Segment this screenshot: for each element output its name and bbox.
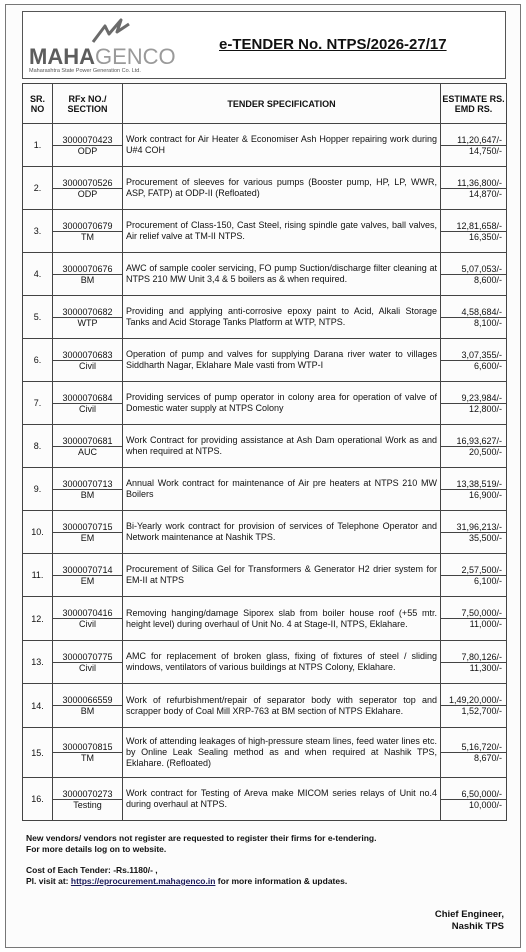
register-note: New vendors/ vendors not register are requested to register their firms for e-tendering.	[26, 833, 377, 843]
table-row	[23, 684, 507, 728]
rfx-number: 3000070526	[62, 177, 113, 188]
rfx-section-cell	[53, 468, 123, 511]
table-row	[23, 728, 507, 778]
rfx-section-cell	[53, 339, 123, 382]
rfx-number: 3000066559	[62, 695, 113, 705]
specification-cell: Procurement of sleeves for various pumps (Booster pump, HP, LP, WWR, ASP, FATP) at ODP-II (Refloated)	[123, 167, 441, 210]
specification-cell: Work Contract for providing assistance at Ash Dam operational Work as and when required at NTPS.	[123, 425, 441, 468]
amount-cell	[441, 124, 507, 167]
sr-no-cell: 16.	[23, 778, 53, 821]
table-row	[23, 167, 507, 210]
estimate-amount: 2,57,500/-	[461, 564, 502, 575]
estimate-amount: 7,80,126/-	[461, 651, 502, 662]
amount-cell	[441, 597, 507, 641]
section-name: Testing	[53, 799, 122, 810]
amount-cell	[441, 728, 507, 778]
amount-cell	[441, 167, 507, 210]
emd-amount: 8,670/-	[441, 752, 506, 763]
visit-note	[26, 876, 506, 887]
specification-cell: Work of attending leakages of high-pressure steam lines, feed water lines etc. by Online Leak Sealing method as and when required at Nashik TPS, Eklahare. (Refloated)	[123, 728, 441, 778]
emd-amount: 6,100/-	[441, 575, 506, 586]
section-name: ODP	[53, 188, 122, 199]
rfx-section-cell	[53, 597, 123, 641]
rfx-section-cell	[53, 425, 123, 468]
tender-notice	[5, 4, 521, 948]
specification-cell: Bi-Yearly work contract for provision of services of Telephone Operator and Network maintenance at Nashik TPS.	[123, 511, 441, 554]
logo-lightning-icon	[91, 18, 131, 44]
amount-cell	[441, 296, 507, 339]
tender-table	[22, 83, 507, 821]
section-name: EM	[53, 532, 122, 543]
rfx-section-cell	[53, 167, 123, 210]
section-name: Civil	[53, 360, 122, 371]
emd-amount: 20,500/-	[441, 446, 506, 457]
rfx-number: 3000070681	[62, 435, 113, 446]
header-estimate-emd: ESTIMATE RS. EMD RS.	[441, 84, 507, 124]
amount-cell	[441, 210, 507, 253]
visit-prefix: Pl. visit at:	[26, 876, 69, 886]
emd-amount: 35,500/-	[441, 532, 506, 543]
section-name: AUC	[53, 446, 122, 457]
emd-amount: 14,870/-	[441, 188, 506, 199]
amount-cell	[441, 641, 507, 684]
rfx-number: 3000070684	[62, 392, 113, 403]
emd-amount: 8,600/-	[441, 274, 506, 285]
signatory-place: Nashik TPS	[451, 921, 504, 932]
header-rfx-section: RFx NO./ SECTION	[53, 84, 123, 124]
amount-cell	[441, 425, 507, 468]
emd-amount: 6,600/-	[441, 360, 506, 371]
specification-cell: Providing and applying anti-corrosive epoxy paint to Acid, Alkali Storage Tanks and Acid Storage Tanks Platform at WTP, NTPS.	[123, 296, 441, 339]
visit-suffix: for more information & updates.	[217, 876, 348, 886]
section-name: ODP	[53, 145, 122, 156]
rfx-section-cell	[53, 728, 123, 778]
sr-no-cell: 7.	[23, 382, 53, 425]
logo-wordmark: MAHAGENCO	[29, 44, 176, 69]
estimate-amount: 4,58,684/-	[461, 306, 502, 317]
amount-cell	[441, 253, 507, 296]
table-row	[23, 425, 507, 468]
estimate-amount: 9,23,984/-	[461, 392, 502, 403]
sr-no-cell: 13.	[23, 641, 53, 684]
amount-cell	[441, 684, 507, 728]
estimate-amount: 5,07,053/-	[461, 263, 502, 274]
specification-cell: Providing services of pump operator in colony area for operation of valve of Domestic water supply at NTPS Colony	[123, 382, 441, 425]
specification-cell: Operation of pump and valves for supplying Darana river water to villages Siddharth Nagar, Eklahare Male vasti from WTP-I	[123, 339, 441, 382]
header-sr-no: SR. NO	[23, 84, 53, 124]
emd-amount: 16,900/-	[441, 489, 506, 500]
sr-no-cell: 9.	[23, 468, 53, 511]
estimate-amount: 31,96,213/-	[456, 521, 502, 532]
sr-no-cell: 3.	[23, 210, 53, 253]
specification-cell: Procurement of Silica Gel for Transformers & Generator H2 drier system for EM-II at NTPS	[123, 554, 441, 597]
sr-no-cell: 10.	[23, 511, 53, 554]
table-row	[23, 210, 507, 253]
specification-cell: Annual Work contract for maintenance of Air pre heaters at NTPS 210 MW Boilers	[123, 468, 441, 511]
estimate-amount: 12,81,658/-	[456, 220, 502, 231]
emd-amount: 11,300/-	[441, 662, 506, 673]
emd-amount: 12,800/-	[441, 403, 506, 414]
sr-no-cell: 4.	[23, 253, 53, 296]
table-row	[23, 641, 507, 684]
tender-cost: Cost of Each Tender: -Rs.1180/- ,	[26, 865, 158, 875]
rfx-number: 3000070416	[62, 608, 113, 618]
rfx-number: 3000070679	[62, 220, 113, 231]
eprocurement-link[interactable]: https://eprocurement.mahagenco.in	[70, 876, 216, 886]
sr-no-cell: 1.	[23, 124, 53, 167]
rfx-section-cell	[53, 778, 123, 821]
rfx-number: 3000070714	[62, 564, 113, 575]
amount-cell	[441, 339, 507, 382]
rfx-number: 3000070715	[62, 521, 113, 532]
details-note: For more details log on to website.	[26, 844, 167, 854]
tender-rows	[23, 124, 507, 821]
estimate-amount: 11,20,647/-	[457, 134, 502, 145]
sr-no-cell: 12.	[23, 597, 53, 641]
section-name: WTP	[53, 317, 122, 328]
table-row	[23, 382, 507, 425]
notice-title: e-TENDER No. NTPS/2026-27/17	[219, 36, 447, 53]
rfx-section-cell	[53, 511, 123, 554]
rfx-section-cell	[53, 684, 123, 728]
rfx-number: 3000070676	[62, 263, 113, 274]
estimate-amount: 3,07,355/-	[461, 349, 502, 360]
estimate-amount: 11,36,800/-	[457, 177, 502, 188]
signatory-title: Chief Engineer,	[434, 909, 504, 920]
sr-no-cell: 6.	[23, 339, 53, 382]
sr-no-cell: 5.	[23, 296, 53, 339]
estimate-amount: 6,50,000/-	[461, 788, 502, 799]
specification-cell: Work contract for Testing of Areva make MICOM series relays of Unit no.4 during overhaul at NTPS.	[123, 778, 441, 821]
table-row	[23, 778, 507, 821]
amount-cell	[441, 554, 507, 597]
estimate-amount: 5,16,720/-	[461, 742, 502, 752]
rfx-number: 3000070815	[62, 742, 113, 752]
section-name: Civil	[53, 403, 122, 414]
section-name: TM	[53, 231, 122, 242]
header-specification: TENDER SPECIFICATION	[123, 84, 441, 124]
specification-cell: AWC of sample cooler servicing, FO pump Suction/discharge filter cleaning at NTPS 210 MW Unit 3,4 & 5 boilers as & when required.	[123, 253, 441, 296]
estimate-amount: 16,93,627/-	[456, 435, 502, 446]
amount-cell	[441, 468, 507, 511]
section-name: TM	[53, 752, 122, 763]
rfx-number: 3000070273	[62, 788, 113, 799]
estimate-amount: 7,50,000/-	[461, 608, 502, 618]
specification-cell: Removing hanging/damage Siporex slab from boiler house roof (+55 mtr. height level) during overhaul of Unit No. 4 at Stage-II, NTPS, Eklahare.	[123, 597, 441, 641]
sr-no-cell: 11.	[23, 554, 53, 597]
table-row	[23, 597, 507, 641]
emd-amount: 14,750/-	[441, 145, 506, 156]
emd-amount: 8,100/-	[441, 317, 506, 328]
table-row	[23, 468, 507, 511]
notice-footer	[26, 833, 506, 887]
table-row	[23, 339, 507, 382]
rfx-number: 3000070682	[62, 306, 113, 317]
emd-amount: 16,350/-	[441, 231, 506, 242]
rfx-number: 3000070683	[62, 349, 113, 360]
rfx-number: 3000070713	[62, 478, 113, 489]
section-name: BM	[53, 274, 122, 285]
amount-cell	[441, 382, 507, 425]
emd-amount: 10,000/-	[441, 799, 506, 810]
table-row	[23, 253, 507, 296]
rfx-number: 3000070775	[62, 651, 113, 662]
section-name: BM	[53, 705, 122, 716]
emd-amount: 11,000/-	[441, 618, 506, 629]
estimate-amount: 1,49,20,000/-	[448, 695, 502, 705]
sr-no-cell: 15.	[23, 728, 53, 778]
rfx-number: 3000070423	[62, 134, 113, 145]
rfx-section-cell	[53, 253, 123, 296]
notice-header	[22, 11, 506, 79]
table-row	[23, 511, 507, 554]
rfx-section-cell	[53, 124, 123, 167]
section-name: BM	[53, 489, 122, 500]
specification-cell: Procurement of Class-150, Cast Steel, rising spindle gate valves, ball valves, Air relief valve at TM-II NTPS.	[123, 210, 441, 253]
specification-cell: AMC for replacement of broken glass, fixing of fixtures of steel / sliding windows, ventilators of various buildings at NTPS Colony, Eklahare.	[123, 641, 441, 684]
table-row	[23, 554, 507, 597]
estimate-amount: 13,38,519/-	[456, 478, 502, 489]
logo-tagline: Maharashtra State Power Generation Co. Ltd.	[29, 68, 141, 74]
section-name: Civil	[53, 662, 122, 673]
rfx-section-cell	[53, 554, 123, 597]
sr-no-cell: 8.	[23, 425, 53, 468]
signature-block	[435, 909, 504, 933]
amount-cell	[441, 511, 507, 554]
section-name: EM	[53, 575, 122, 586]
specification-cell: Work of refurbishment/repair of separator body with seperator top and scrapper body of Coal Mill XRP-763 at BM section of NTPS Eklahare.	[123, 684, 441, 728]
rfx-section-cell	[53, 382, 123, 425]
section-name: Civil	[53, 618, 122, 629]
emd-amount: 1,52,700/-	[441, 705, 506, 716]
rfx-section-cell	[53, 641, 123, 684]
sr-no-cell: 2.	[23, 167, 53, 210]
specification-cell: Work contract for Air Heater & Economiser Ash Hopper repairing work during U#4 COH	[123, 124, 441, 167]
rfx-section-cell	[53, 210, 123, 253]
amount-cell	[441, 778, 507, 821]
sr-no-cell: 14.	[23, 684, 53, 728]
table-row	[23, 124, 507, 167]
mahagenco-logo	[29, 18, 176, 76]
rfx-section-cell	[53, 296, 123, 339]
table-header-row	[23, 84, 507, 124]
table-row	[23, 296, 507, 339]
